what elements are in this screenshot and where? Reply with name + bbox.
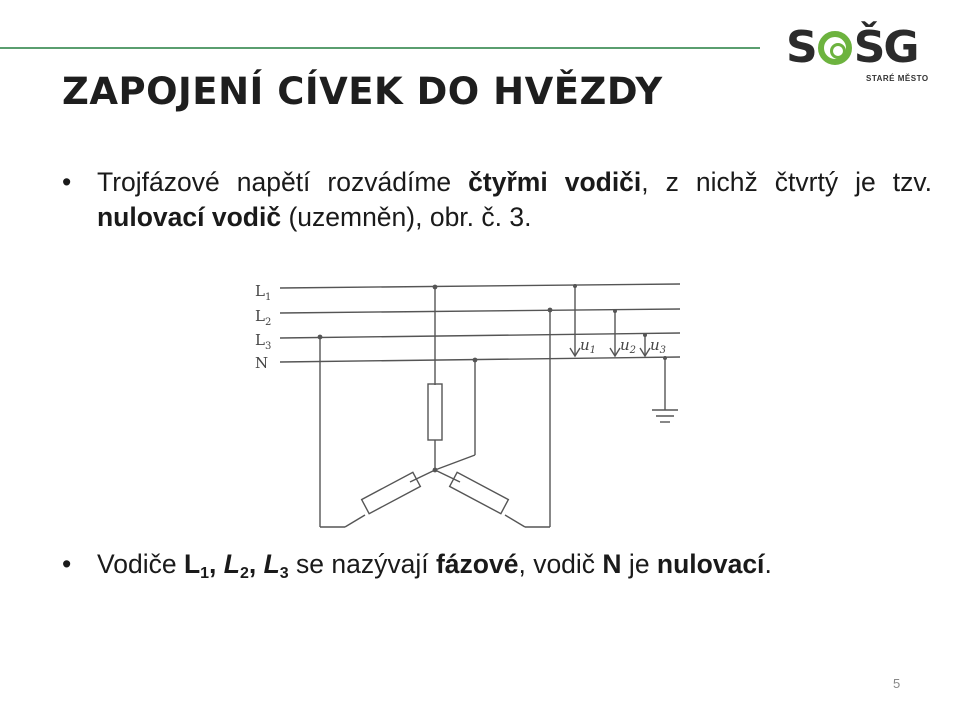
bus-line-n <box>280 357 680 362</box>
junction-dot <box>548 308 553 313</box>
coil-top <box>428 384 442 440</box>
label-l1: $L_1$ <box>255 282 272 303</box>
junction-dot <box>613 309 617 313</box>
logo-subtitle: STARÉ MĚSTO <box>866 74 929 83</box>
wire-coil-right-center <box>435 470 460 482</box>
junction-dot <box>473 358 478 363</box>
label-l3: $L_3$ <box>255 331 272 352</box>
label-u1: $u_1$ <box>580 336 597 356</box>
wire-coil-right-end <box>505 515 525 527</box>
bullet-text-2: Vodiče $L_1$, $L_2$, $L_3$ se nazývají fázové, vodič N je nulovací. <box>97 549 772 582</box>
star-connection-diagram <box>240 270 720 530</box>
junction-dot <box>663 356 667 360</box>
logo-letters: S ŠG <box>786 22 918 73</box>
bus-line-l1 <box>280 284 680 288</box>
label-u2: $u_2$ <box>620 336 637 356</box>
bus-line-l2 <box>280 309 680 313</box>
junction-dot <box>318 335 323 340</box>
bullet-dot: • <box>62 167 72 197</box>
label-n: N <box>255 354 269 372</box>
junction-dot <box>433 285 438 290</box>
label-u3: $u_3$ <box>650 336 667 356</box>
coil-right <box>450 472 509 513</box>
wire-coil-left-end <box>345 515 365 527</box>
slide-title: ZAPOJENÍ CÍVEK DO HVĚZDY <box>62 70 663 113</box>
page-number: 5 <box>893 676 901 691</box>
label-l2: $L_2$ <box>255 307 272 328</box>
bullet-dot: • <box>62 549 72 579</box>
bullet-text-1: Trojfázové napětí rozvádíme čtyřmi vodiči, z nichž čtvrtý je tzv. nulovací vodič (uzemněn), obr. č. 3. <box>97 167 932 232</box>
wire-coil-left-center <box>410 470 435 482</box>
wire-neutral-center <box>435 455 475 470</box>
coil-left <box>362 472 421 513</box>
logo-o-icon <box>818 31 852 65</box>
header-divider-line <box>0 47 760 49</box>
star-point-dot <box>433 468 438 473</box>
junction-dot <box>573 284 577 288</box>
junction-dot <box>643 333 647 337</box>
school-logo <box>786 22 936 96</box>
